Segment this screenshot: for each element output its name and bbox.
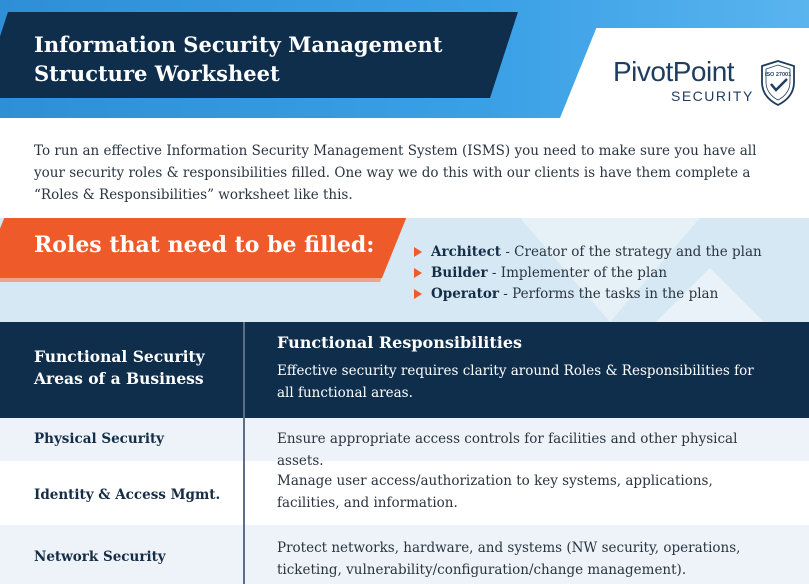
- row-area: Identity & Access Mgmt.: [34, 487, 221, 503]
- row-responsibility: Ensure appropriate access controls for facilities and other physical assets.: [277, 431, 738, 469]
- list-item: [414, 284, 762, 305]
- logo-subtitle: SECURITY: [671, 88, 754, 104]
- role-description: - Performs the tasks in the plan: [499, 286, 719, 302]
- company-logo: [613, 56, 754, 104]
- triangle-bullet-icon: [414, 247, 422, 257]
- row-area: Physical Security: [34, 431, 165, 447]
- role-name: Builder: [431, 265, 488, 281]
- list-item: [414, 242, 762, 263]
- row-responsibility: Protect networks, hardware, and systems (NW security, operations, ticketing, vulnerability/configuration/change management).: [277, 540, 741, 578]
- role-description: - Implementer of the plan: [487, 265, 668, 281]
- table-row: [0, 525, 809, 584]
- table-header-responsibilities: Functional Responsibilities: [277, 333, 523, 352]
- badge-label: ISO 27001: [764, 72, 792, 78]
- triangle-bullet-icon: [414, 289, 422, 299]
- logo-wordmark: PivotPoint: [613, 56, 735, 87]
- table-header-subtitle: Effective security requires clarity around Roles & Responsibilities for all functional areas.: [277, 363, 754, 401]
- page-header: [0, 0, 809, 118]
- roles-section: [0, 218, 809, 322]
- role-name: Operator: [431, 286, 500, 302]
- role-description: - Creator of the strategy and the plan: [501, 244, 762, 260]
- roles-list: [414, 242, 762, 305]
- row-area: Network Security: [34, 549, 166, 565]
- row-responsibility: Manage user access/authorization to key systems, applications, facilities, and information.: [277, 473, 713, 511]
- table-row: [0, 461, 809, 525]
- intro-paragraph: To run an effective Information Security Management System (ISMS) you need to make sure you have all your security roles & responsibilities filled. One way we do this with our clients is have them complete a “Roles & Responsibilities” worksheet like this.: [34, 143, 757, 203]
- list-item: [414, 263, 762, 284]
- table-row: [0, 418, 809, 469]
- role-name: Architect: [431, 244, 502, 260]
- iso-certification-badge-icon: [760, 60, 796, 106]
- column-divider: [243, 322, 245, 584]
- page-title: Information Security Management Structure Worksheet: [34, 32, 443, 86]
- roles-title: Roles that need to be filled:: [34, 232, 375, 258]
- triangle-bullet-icon: [414, 268, 422, 278]
- table-header-areas: Functional Security Areas of a Business: [34, 347, 205, 388]
